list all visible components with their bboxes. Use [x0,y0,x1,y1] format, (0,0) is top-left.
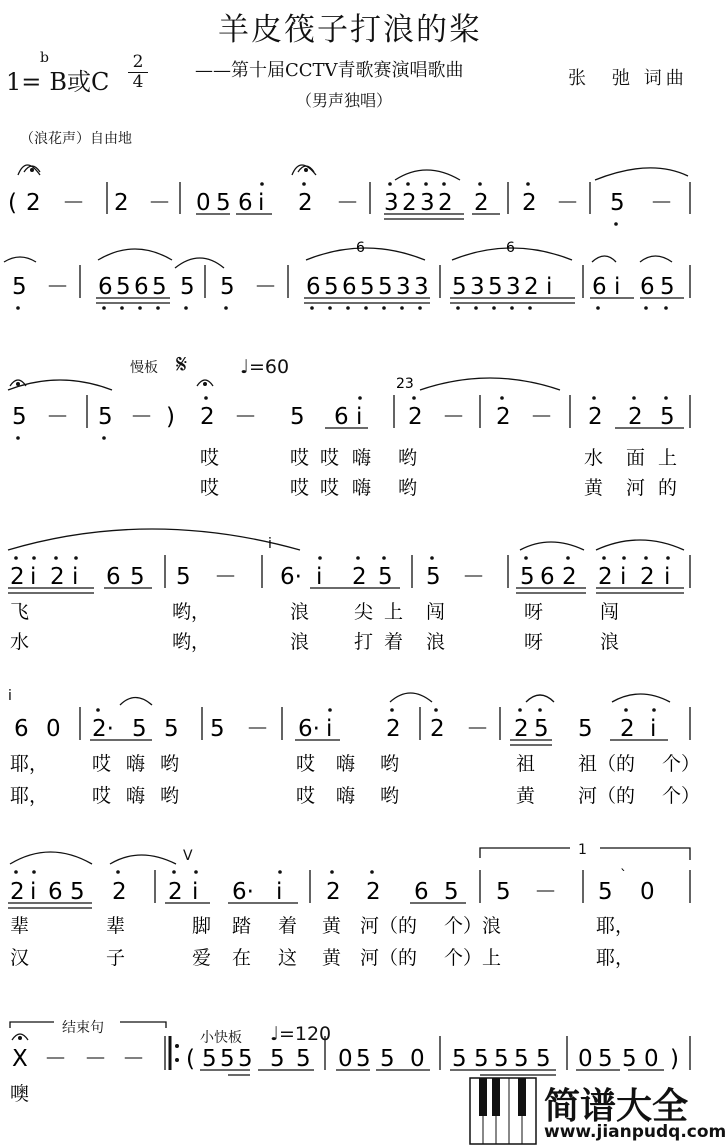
svg-text:2: 2 [200,404,215,430]
svg-text:i: i [546,274,553,300]
svg-text:5: 5 [220,1046,235,1072]
svg-text:黄: 黄 [584,477,604,499]
svg-text:6: 6 [540,564,555,590]
svg-text:i: i [356,404,363,430]
svg-text:6: 6 [334,404,349,430]
svg-text:(: ( [186,1046,195,1072]
svg-text:2: 2 [562,564,577,590]
svg-text:5: 5 [12,274,27,300]
svg-text:i: i [268,536,272,552]
watermark-brand: 简谱大全 [544,1086,689,1127]
svg-text:5: 5 [210,716,225,742]
subtitle: ——第十届CCTV青歌赛演唱歌曲 [195,60,464,81]
svg-text:2: 2 [112,879,127,905]
svg-text:－: － [84,1046,107,1072]
svg-text:i: i [258,190,265,216]
tempo-marking-2: ♩=120 [270,1023,332,1045]
svg-text:6: 6 [414,879,429,905]
svg-text:): ) [670,1046,679,1072]
svg-text:哎: 哎 [296,753,316,775]
svg-text:哟，: 哟， [172,631,211,653]
svg-text:尖: 尖 [354,601,374,623]
svg-text:河（的: 河（的 [360,915,418,937]
svg-text:2: 2 [168,879,183,905]
svg-text:3: 3 [384,190,399,216]
svg-text:5: 5 [202,1046,217,1072]
svg-text:2: 2 [10,564,25,590]
svg-text:哟，: 哟， [172,601,211,623]
svg-text:3: 3 [506,274,521,300]
svg-text:－: － [234,404,257,430]
staff-row-1 [8,190,673,216]
svg-text:5: 5 [488,274,503,300]
svg-text:爱: 爱 [192,947,212,969]
time-numerator: 2 [132,52,144,72]
svg-text:－: － [44,1046,67,1072]
svg-text:2: 2 [326,879,341,905]
watermark-url: www.jianpudq.com [544,1122,726,1142]
svg-text:2·: 2· [92,716,114,742]
svg-text:呀: 呀 [524,631,544,653]
svg-text:－: － [462,564,485,590]
svg-text:6: 6 [238,190,253,216]
svg-text:－: － [534,879,557,905]
svg-text:i: i [614,274,621,300]
svg-text:i: i [276,879,283,905]
svg-text:着: 着 [384,631,404,653]
svg-text:－: － [650,190,673,216]
svg-text:哎: 哎 [92,753,112,775]
fast-marking: 小快板 [200,1030,242,1046]
svg-text:6: 6 [306,274,321,300]
svg-text:辈: 辈 [106,915,126,937]
svg-text:2: 2 [588,404,603,430]
svg-text:－: － [442,404,465,430]
svg-text:): ) [166,404,175,430]
svg-text:闯: 闯 [426,601,446,623]
svg-text:水: 水 [10,631,30,653]
svg-text:5: 5 [152,274,167,300]
svg-text:闯: 闯 [600,601,620,623]
intro-marking: （浪花声）自由地 [20,131,132,147]
svg-text:耶，: 耶， [596,947,635,969]
svg-text:5: 5 [130,564,145,590]
svg-text:6: 6 [106,564,121,590]
svg-text:脚: 脚 [192,915,212,937]
voice-type: （男声独唱） [296,91,393,110]
svg-text:2: 2 [620,716,635,742]
svg-text:个）上: 个）上 [444,947,502,969]
lyrics-row-4 [10,601,619,653]
svg-text:哎: 哎 [92,785,112,807]
svg-text:i: i [316,564,323,590]
svg-text:－: － [336,190,359,216]
svg-text:打: 打 [354,631,374,653]
staff-row-3 [12,376,675,430]
svg-text:耶，: 耶， [10,753,49,775]
svg-text:0: 0 [640,879,655,905]
svg-text:`: ` [620,868,627,884]
svg-text:哎: 哎 [320,477,340,499]
key-prefix: 1= [6,68,42,96]
svg-text:2: 2 [522,190,537,216]
svg-text:0: 0 [196,190,211,216]
svg-text:－: － [556,190,579,216]
svg-text:2: 2 [386,716,401,742]
svg-text:哎: 哎 [290,477,310,499]
svg-text:5: 5 [598,1046,613,1072]
svg-text:3: 3 [420,190,435,216]
svg-text:－: － [62,190,85,216]
svg-text:祖: 祖 [516,753,536,775]
svg-text:嗨: 嗨 [352,447,372,469]
svg-text:2: 2 [640,564,655,590]
svg-text:i: i [30,879,37,905]
svg-text:i: i [8,688,12,704]
svg-text:5: 5 [496,879,511,905]
svg-text:5: 5 [180,274,195,300]
svg-text:0: 0 [644,1046,659,1072]
svg-text:祖（的: 祖（的 [578,753,636,775]
svg-text:哎: 哎 [200,477,220,499]
svg-text:5: 5 [380,1046,395,1072]
svg-text:5: 5 [324,274,339,300]
svg-text:河: 河 [626,477,646,499]
svg-text:哎: 哎 [200,447,220,469]
svg-text:个）: 个） [662,753,701,775]
svg-text:6: 6 [342,274,357,300]
tempo-marking: ♩=60 [240,356,290,378]
svg-text:的: 的 [658,477,678,499]
svg-text:2: 2 [352,564,367,590]
svg-text:5: 5 [578,716,593,742]
svg-text:2: 2 [524,274,539,300]
svg-text:5: 5 [360,274,375,300]
svg-text:踏: 踏 [232,915,252,937]
key-name: B或C [49,68,110,96]
svg-text:5: 5 [610,190,625,216]
svg-text:i: i [620,564,627,590]
svg-text:嗨: 嗨 [126,753,146,775]
svg-text:5: 5 [216,190,231,216]
svg-text:5: 5 [520,564,535,590]
svg-text:5: 5 [536,1046,551,1072]
svg-text:0: 0 [410,1046,425,1072]
svg-text:2: 2 [114,190,129,216]
svg-text:－: － [130,404,153,430]
svg-text:5: 5 [164,716,179,742]
svg-text:6·: 6· [232,879,254,905]
svg-text:嗨: 嗨 [352,477,372,499]
piano-logo-icon [470,1078,536,1144]
breath-mark: V [183,848,193,864]
svg-text:5: 5 [238,1046,253,1072]
svg-text:河（的: 河（的 [360,947,418,969]
svg-text:上: 上 [658,447,678,469]
svg-text:3: 3 [396,274,411,300]
svg-text:5: 5 [356,1046,371,1072]
volta-number: 1 [578,842,587,858]
svg-text:2: 2 [496,404,511,430]
svg-text:2: 2 [598,564,613,590]
svg-text:黄: 黄 [322,947,342,969]
svg-text:6: 6 [356,240,365,256]
svg-text:5: 5 [116,274,131,300]
svg-text:哟: 哟 [398,447,418,469]
svg-text:－: － [148,190,171,216]
svg-text:浪: 浪 [426,631,446,653]
svg-text:2: 2 [298,190,313,216]
svg-text:5: 5 [378,274,393,300]
slow-marking: 慢板 [130,360,158,376]
svg-text:－: － [46,404,69,430]
svg-text:哟: 哟 [160,753,180,775]
svg-text:着: 着 [278,915,298,937]
svg-text:0: 0 [578,1046,593,1072]
svg-text:5: 5 [70,879,85,905]
svg-text:耶，: 耶， [10,785,49,807]
svg-text:个）浪: 个）浪 [444,915,502,937]
svg-text:i: i [30,564,37,590]
svg-text:3: 3 [470,274,485,300]
svg-text:6·: 6· [298,716,320,742]
svg-text:2: 2 [514,716,529,742]
flat-sign: b [40,50,49,66]
svg-text:5: 5 [98,404,113,430]
lyrics-row-5 [10,753,700,807]
svg-text:5: 5 [534,716,549,742]
svg-text:6: 6 [98,274,113,300]
segno-sign: 𝄋 [176,350,188,380]
svg-text:6·: 6· [280,564,302,590]
svg-text:嗨: 嗨 [126,785,146,807]
ending-marking: 结束句 [62,1020,104,1036]
svg-text:2: 2 [430,716,445,742]
svg-text:X: X [12,1046,28,1072]
svg-text:5: 5 [12,404,27,430]
svg-text:3: 3 [414,274,429,300]
svg-text:汉: 汉 [10,947,30,969]
svg-text:0: 0 [338,1046,353,1072]
song-title: 羊皮筏子打浪的桨 [218,12,482,48]
svg-text:5: 5 [378,564,393,590]
svg-text:5: 5 [444,879,459,905]
svg-text:5: 5 [176,564,191,590]
svg-text:飞: 飞 [10,601,30,623]
svg-text:2: 2 [402,190,417,216]
author: 张 弛 词曲 [568,68,688,89]
svg-text:5: 5 [296,1046,311,1072]
svg-text:哎: 哎 [290,447,310,469]
svg-text:噢: 噢 [10,1083,30,1105]
svg-text:在: 在 [232,947,252,969]
svg-text:哟: 哟 [380,753,400,775]
time-denominator: 4 [132,72,144,92]
lyrics-row-6 [10,915,634,969]
svg-text:嗨: 嗨 [336,753,356,775]
svg-text:6: 6 [134,274,149,300]
svg-text:5: 5 [598,879,613,905]
svg-text:5: 5 [514,1046,529,1072]
svg-text:0: 0 [46,716,61,742]
svg-text:i: i [664,564,671,590]
svg-text:5: 5 [426,564,441,590]
svg-text:2: 2 [26,190,41,216]
svg-text:哟: 哟 [398,477,418,499]
svg-text:水: 水 [584,447,604,469]
svg-text:－: － [246,716,269,742]
svg-text:辈: 辈 [10,915,30,937]
svg-text:－: － [214,564,237,590]
svg-text:2: 2 [408,404,423,430]
svg-text:6: 6 [506,240,515,256]
svg-text:(: ( [8,190,17,216]
svg-text:5: 5 [494,1046,509,1072]
svg-text:5: 5 [474,1046,489,1072]
svg-text:6: 6 [592,274,607,300]
svg-text:浪: 浪 [290,631,310,653]
svg-text:5: 5 [452,274,467,300]
svg-text:面: 面 [626,447,646,469]
staff-row-7 [12,1046,679,1072]
svg-text:5: 5 [660,274,675,300]
svg-text:6: 6 [48,879,63,905]
svg-text:23: 23 [396,376,414,392]
svg-text:i: i [192,879,199,905]
svg-text:哟: 哟 [160,785,180,807]
svg-text:－: － [122,1046,145,1072]
svg-text:子: 子 [106,947,126,969]
svg-text:哟: 哟 [380,785,400,807]
svg-text:上: 上 [384,601,404,623]
svg-text:－: － [466,716,489,742]
svg-text:浪: 浪 [290,601,310,623]
svg-text:嗨: 嗨 [336,785,356,807]
svg-text:呀: 呀 [524,601,544,623]
svg-text:2: 2 [628,404,643,430]
svg-text:－: － [254,274,277,300]
svg-text:2: 2 [474,190,489,216]
svg-text:5: 5 [660,404,675,430]
svg-text:2: 2 [50,564,65,590]
svg-text:5: 5 [132,716,147,742]
svg-text:这: 这 [278,947,298,969]
svg-text:哎: 哎 [296,785,316,807]
svg-text:耶，: 耶， [596,915,635,937]
staff-row-4 [10,536,670,590]
svg-text:－: － [46,274,69,300]
svg-text:i: i [650,716,657,742]
svg-text:6: 6 [640,274,655,300]
svg-text:河（的: 河（的 [578,785,636,807]
svg-text:黄: 黄 [322,915,342,937]
svg-text:黄: 黄 [516,785,536,807]
svg-text:2: 2 [438,190,453,216]
svg-text:5: 5 [290,404,305,430]
svg-text:2: 2 [366,879,381,905]
svg-text:5: 5 [622,1046,637,1072]
lyrics-row-7 [10,1083,29,1105]
svg-text:5: 5 [270,1046,285,1072]
svg-text:2: 2 [10,879,25,905]
lyrics-row-3 [200,447,677,499]
svg-text:－: － [530,404,553,430]
svg-text:6: 6 [14,716,29,742]
svg-text:哎: 哎 [320,447,340,469]
svg-text:i: i [326,716,333,742]
staff-row-5 [8,688,656,742]
svg-text:i: i [72,564,79,590]
svg-text:5: 5 [452,1046,467,1072]
svg-text:个）: 个） [662,785,701,807]
svg-text:5: 5 [220,274,235,300]
svg-text:浪: 浪 [600,631,620,653]
